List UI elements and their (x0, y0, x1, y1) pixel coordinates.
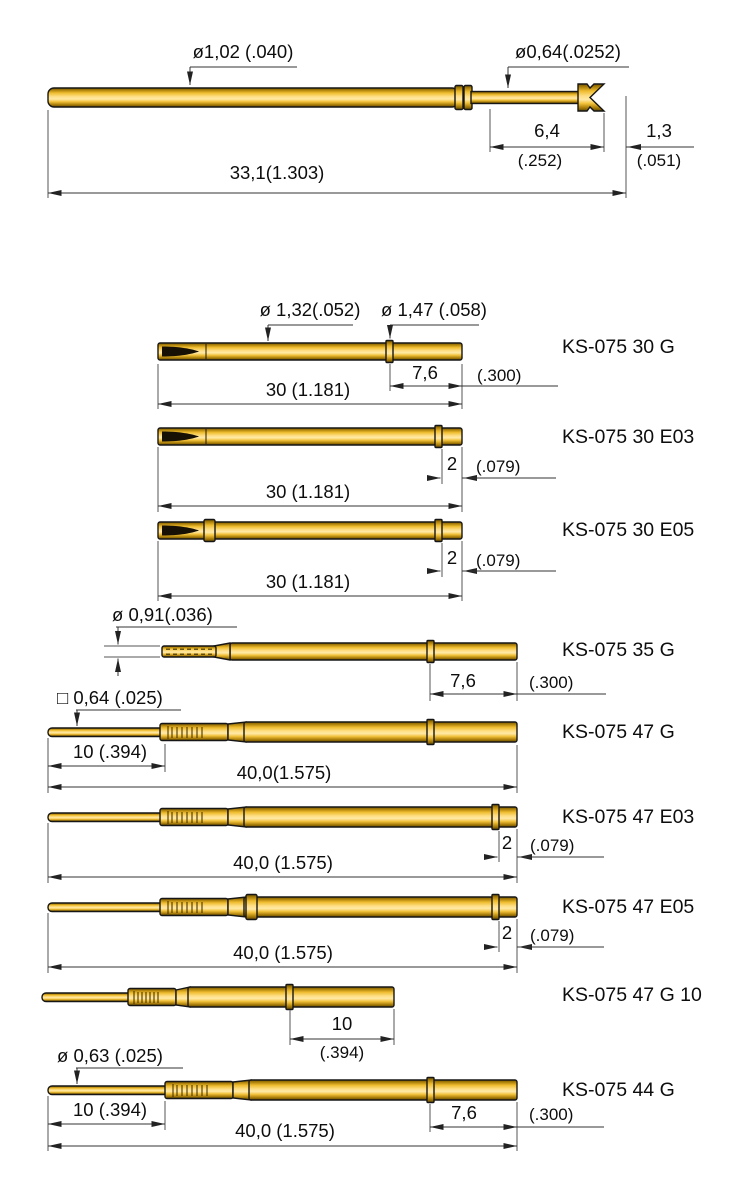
part-label: KS-075 30 G (562, 336, 675, 358)
dim-label: 1,3 (646, 120, 672, 141)
dim-label: ø 0,91(.036) (112, 604, 213, 625)
dim-label: ø 1,47 (.058) (381, 299, 487, 320)
dim-label: (.079) (530, 836, 575, 855)
dim-label: ø1,02 (.040) (192, 41, 294, 62)
dim-label: 2 (446, 547, 458, 568)
dim-label: (.051) (636, 151, 682, 170)
dim-label: 10 (.394) (72, 1099, 148, 1120)
part-label: KS-075 47 E03 (562, 806, 695, 828)
dim-label: (.079) (476, 457, 521, 476)
dim-label: 40,0 (1.575) (233, 942, 333, 963)
dim-label: (.252) (517, 151, 563, 170)
dim-label: □ 0,64 (.025) (57, 687, 163, 708)
dim-label: ø 0,63 (.025) (57, 1045, 163, 1066)
dim-label: ø 1,32(.052) (259, 299, 361, 320)
dim-label: 10 (.394) (72, 741, 148, 762)
dim-label: (.079) (476, 551, 521, 570)
dim-label: 10 (331, 1013, 353, 1034)
dim-label: (.300) (477, 366, 522, 385)
dim-label: 2 (446, 453, 458, 474)
dim-label: (.394) (319, 1043, 365, 1062)
dim-label: 7,6 (450, 670, 476, 691)
dim-label: 7,6 (412, 362, 438, 383)
dim-label: 40,0 (1.575) (235, 1120, 335, 1141)
part-label: KS-075 44 G (562, 1079, 675, 1101)
part-label: KS-075 30 E05 (562, 519, 695, 541)
probe-overview-drawing (48, 67, 694, 198)
dim-label: ø0,64(.0252) (515, 41, 621, 62)
part-label: KS-075 47 E05 (562, 896, 695, 918)
dim-label: 2 (501, 922, 513, 943)
dim-label: 30 (1.181) (265, 571, 351, 592)
dim-label: 40,0 (1.575) (233, 852, 333, 873)
dim-label: (.300) (529, 673, 574, 692)
dim-label: 6,4 (534, 120, 560, 141)
part-label: KS-075 47 G (562, 721, 675, 743)
dim-label: 30 (1.181) (265, 379, 351, 400)
dim-label: 40,0(1.575) (236, 762, 332, 783)
dim-label: (.079) (530, 926, 575, 945)
part-label: KS-075 47 G 10 (562, 984, 702, 1006)
part-label: KS-075 30 E03 (562, 426, 695, 448)
dim-label: 7,6 (451, 1102, 477, 1123)
dim-label: 30 (1.181) (265, 481, 351, 502)
crown-tip (578, 84, 604, 111)
dim-label: 33,1(1.303) (229, 162, 325, 183)
part-label: KS-075 35 G (562, 639, 675, 661)
dim-label: 2 (501, 832, 513, 853)
dim-label: (.300) (529, 1105, 574, 1124)
